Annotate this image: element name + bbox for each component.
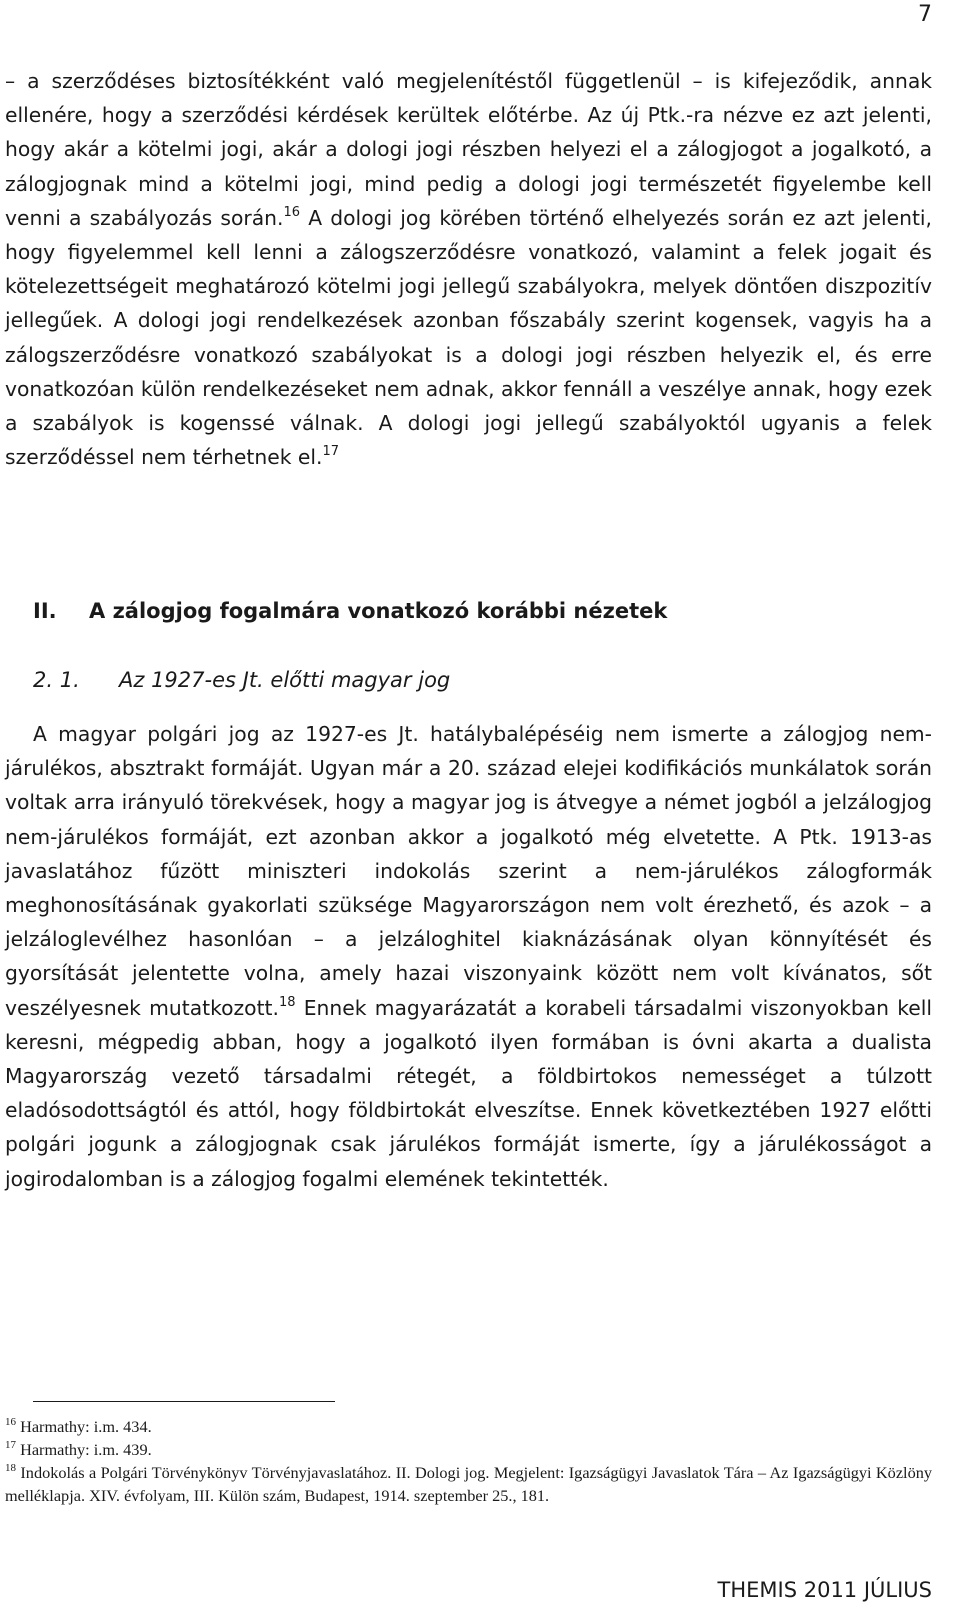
footnote — [5, 1461, 932, 1507]
paragraph-text: – a szerződéses biztosítékként való megjelenítéstől függetlenül – is kifejeződik, annak ellenére, hogy a szerződési kérdések kerültek előtérbe. Az új Ptk.-ra nézve ez azt jelenti, hogy akár a kötelmi jogi, akár a dologi jogi részben helyezi el a zálogjogot a jogalkotó, a zálogjognak mind a kötelmi jogi, mind pedig a dologi jogi természetét figyelembe kell venni a szabályozás során. — [5, 69, 932, 230]
footnote-reference[interactable]: 18 — [278, 994, 296, 1010]
page-number: 7 — [918, 2, 932, 27]
footnote-text: Harmathy: i.m. 439. — [16, 1440, 152, 1459]
footnote-separator — [33, 1401, 335, 1402]
paragraph-text: Ennek magyarázatát a korabeli társadalmi viszonyokban kell keresni, mégpedig abban, hogy a jogalkotó ilyen formában is óvni akarta a dualista Magyarország vezető társadalmi rétegét, a földbirtokos nemességet a túlzott eladósodottságtól és attól, hogy földbirtokát elveszítse. Ennek következtében 1927 előtti polgári jogunk a zálogjognak csak járulékos formáját ismerte, így a járulékosságot a jogirodalomban is a zálogjog fogalmi elemének tekintették. — [5, 995, 933, 1191]
footnote-reference[interactable]: 17 — [322, 444, 339, 460]
footnote-number: 16 — [5, 1415, 16, 1428]
footnote — [5, 1438, 932, 1461]
footnote-number: 18 — [5, 1461, 16, 1474]
subsection-number: 2. 1. — [33, 668, 80, 692]
body-paragraph — [5, 64, 932, 474]
body-paragraph — [5, 717, 932, 1196]
section-heading — [33, 596, 667, 626]
footnote-number: 17 — [5, 1438, 16, 1451]
section-number: II. — [33, 599, 57, 623]
paragraph-text: A dologi jog körében történő elhelyezés során ez azt jelenti, hogy figyelemmel kell lenni a zálogszerződésre vonatkozó, valamint a felek jogait és kötelezettségeit meghatározó kötelmi jogi jellegű szabályokra, melyek döntően diszpozitív jellegűek. A dologi jogi rendelkezések azonban főszabály szerint kogensek, vagyis ha a zálogszerződésre vonatkozó szabályokat is a dologi jogi részben helyezik el, és erre vonatkozóan külön rendelkezéseket nem adnak, akkor fennáll a veszélye annak, hogy ezek a szabályok is kogenssé válnak. A dologi jogi jellegű szabályoktól ugyanis a felek szerződéssel nem térhetnek el. — [5, 205, 932, 470]
subsection-heading — [33, 665, 450, 695]
footnote — [5, 1415, 932, 1438]
subsection-title: Az 1927-es Jt. előtti magyar jog — [119, 668, 451, 692]
footnote-text: Harmathy: i.m. 434. — [16, 1417, 152, 1436]
footnote-reference[interactable]: 16 — [283, 205, 301, 221]
footnotes — [5, 1415, 932, 1507]
paragraph-text: A magyar polgári jog az 1927-es Jt. hatálybalépéséig nem ismerte a zálogjog nem-járulékos, absztrakt formáját. Ugyan már a 20. század elejei kodifikációs munkálatok során voltak arra irányuló törekvések, hogy a magyar jog is átvegye a német jogból a jelzálogjog nem-járulékos formáját, ezt azonban akkor a jogalkotó még elvetette. A Ptk. 1913-as javaslatához fűzött miniszteri indokolás szerint a nem-járulékos zálogformák meghonosításának gyakorlati szüksége Magyarországon nem volt érezhető, és azok – a jelzáloglevélhez hasonlóan – a jelzáloghitel kiaknázásának olyan könnyítését és gyorsítását jelentette volna, amely hazai viszonyaink között nem volt kívánatos, sőt veszélyesnek mutatkozott. — [5, 722, 932, 1020]
page-footer: THEMIS 2011 JÚLIUS — [717, 1578, 932, 1602]
section-title: A zálogjog fogalmára vonatkozó korábbi nézetek — [89, 599, 668, 623]
footnote-text: Indokolás a Polgári Törvénykönyv Törvényjavaslatához. II. Dologi jog. Megjelent: Igazságügyi Javaslatok Tára – Az Igazságügyi Közlöny melléklapja. XIV. évfolyam, III. Külön szám, Budapest, 1914. szeptember 25., 181. — [5, 1463, 932, 1505]
